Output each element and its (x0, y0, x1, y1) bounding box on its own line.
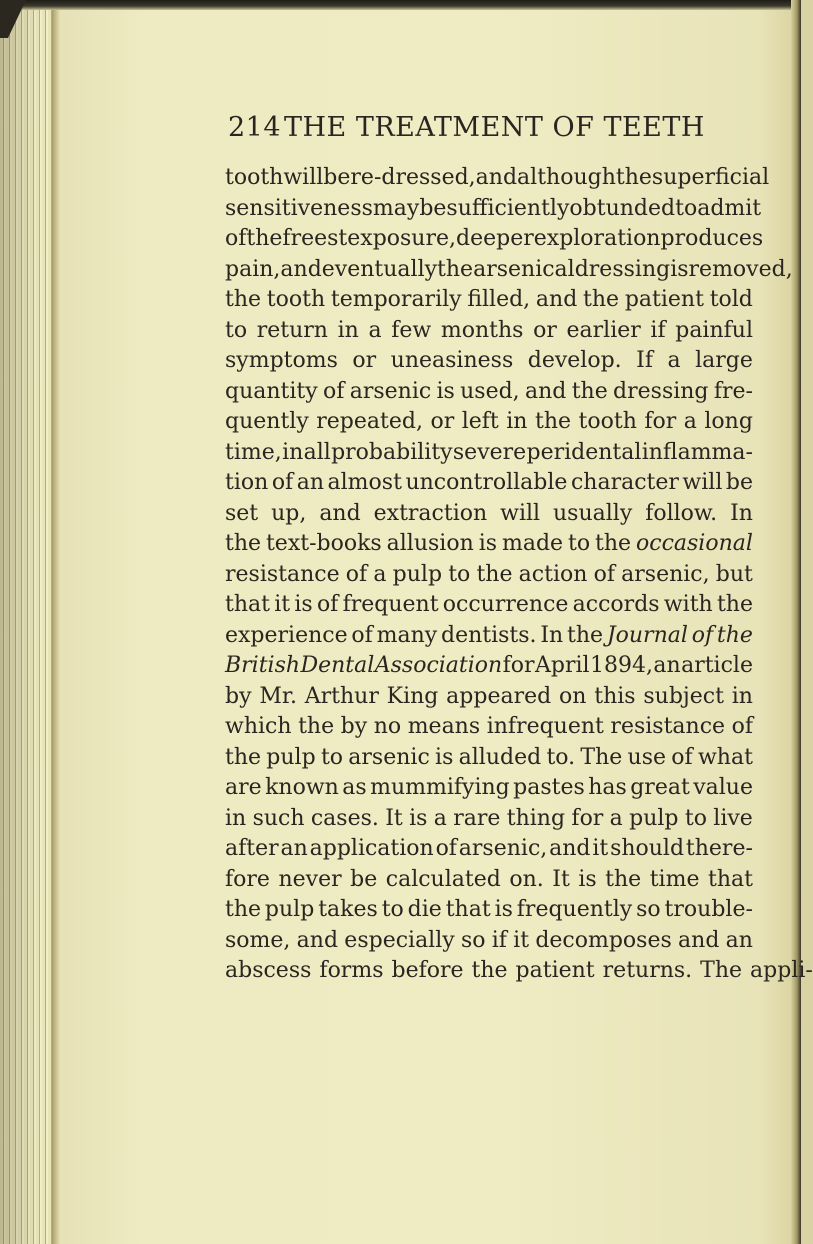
word: in (337, 317, 359, 343)
word: that (445, 897, 491, 922)
word: admit (697, 195, 762, 221)
word: dressing (613, 378, 709, 404)
word: to (568, 531, 591, 556)
word: arsenic, (621, 561, 710, 587)
word: obtunded (569, 195, 676, 221)
word: tooth (225, 165, 284, 190)
word: decomposes (535, 927, 672, 953)
word: by (225, 683, 252, 709)
word: and (525, 378, 567, 404)
word: up, (271, 500, 307, 526)
word: pain, (225, 256, 281, 282)
word: thing (506, 805, 566, 831)
word: large (695, 348, 753, 373)
word: and (549, 836, 591, 861)
word: patient (515, 958, 595, 983)
word: repeated, (316, 409, 423, 434)
word: In (730, 500, 753, 526)
text-line (225, 712, 753, 743)
word: or (352, 348, 377, 373)
word: frequently (516, 897, 633, 922)
word: are (225, 775, 262, 800)
word: has (588, 775, 627, 800)
word: painful (675, 317, 753, 343)
word: quently (225, 409, 309, 434)
word: alluded (458, 744, 542, 770)
word: used, (460, 378, 520, 404)
word: The (580, 744, 623, 770)
text-line (225, 804, 753, 835)
page-top-edge (0, 0, 801, 10)
word: occurrence (442, 592, 569, 617)
word: article (681, 653, 753, 678)
word: the (716, 622, 753, 648)
word: in (506, 409, 528, 434)
word: the (615, 165, 652, 190)
word: made (501, 531, 564, 556)
word: calculated (385, 866, 501, 892)
word: time (649, 866, 700, 892)
text-line (225, 194, 762, 225)
word: the (605, 866, 642, 892)
word: temporarily (330, 287, 462, 312)
word: appeared (446, 683, 552, 709)
word: a (373, 561, 387, 587)
word: of (593, 561, 615, 587)
word: almost (327, 470, 402, 495)
text-line (225, 529, 753, 560)
word: returns. (602, 958, 693, 983)
word: never (278, 866, 342, 892)
word: after (225, 836, 279, 861)
word: April (534, 653, 590, 678)
word: infrequent (486, 714, 604, 739)
word: to (225, 317, 248, 343)
word: exposure, (347, 226, 457, 251)
word: and (319, 500, 361, 526)
word: this (594, 683, 636, 709)
word: dentists. (440, 622, 537, 648)
word: arsenic, (458, 836, 548, 861)
word: that (707, 866, 753, 892)
word: by (340, 714, 368, 739)
word: subject (643, 683, 724, 709)
word: action (518, 561, 588, 587)
word: uncontrollable (405, 470, 568, 495)
word: left (461, 409, 499, 434)
word: told (709, 287, 753, 312)
word: is (409, 805, 428, 831)
word: it (592, 836, 609, 861)
word: on (559, 683, 587, 709)
word: of (345, 561, 368, 587)
word: no (373, 714, 402, 739)
word: text-books (265, 531, 382, 556)
word: tion (225, 470, 269, 495)
word: probability (331, 439, 453, 465)
word: should (610, 836, 685, 861)
word: exploration (533, 226, 661, 251)
word: of (271, 470, 294, 495)
word: as (342, 775, 367, 800)
word: in (731, 683, 753, 709)
word: symptoms (225, 348, 338, 373)
word: abscess (225, 958, 312, 983)
word: which (225, 714, 292, 739)
word: may (372, 195, 420, 221)
word: Journal (606, 622, 688, 648)
word: in (282, 439, 304, 465)
word: forms (319, 958, 384, 983)
word: Mr. (259, 683, 297, 709)
text-line (225, 255, 793, 286)
word: of (731, 714, 753, 739)
text-line (225, 224, 764, 255)
word: allusion (386, 531, 474, 556)
text-line (225, 834, 753, 865)
word: quantity (225, 378, 318, 404)
word: resistance (610, 714, 726, 739)
word: follow. (645, 500, 718, 526)
word: to. (546, 744, 576, 770)
word: the (583, 287, 620, 312)
text-line (225, 499, 753, 530)
word: appli- (750, 958, 813, 983)
word: re-dressed, (350, 165, 476, 190)
word: frequent (342, 592, 439, 617)
word: sufficiently (446, 195, 570, 221)
word: severe (452, 439, 527, 465)
word: trouble- (664, 897, 753, 922)
text-line (225, 895, 753, 926)
word: if (650, 317, 666, 343)
word: and (535, 287, 578, 312)
word: pastes (513, 775, 585, 800)
word: be (725, 470, 753, 495)
word: The (700, 958, 743, 983)
word: is (294, 592, 313, 617)
word: of (225, 226, 247, 251)
word: is (478, 531, 498, 556)
text-line (225, 316, 753, 347)
word: freest (282, 226, 348, 251)
word: although (517, 165, 616, 190)
word: a (667, 348, 681, 373)
body-text (225, 163, 813, 987)
word: uneasiness (390, 348, 514, 373)
word: many (376, 622, 438, 648)
word: cases. (310, 805, 379, 831)
word: months (440, 317, 524, 343)
word: arsenic (348, 744, 430, 770)
word: usually (553, 500, 633, 526)
word: such (252, 805, 305, 831)
word: King (386, 683, 439, 709)
word: sensitiveness (225, 195, 373, 221)
text-line (225, 682, 753, 713)
word: will (500, 500, 541, 526)
text-line (225, 590, 753, 621)
word: will (682, 470, 723, 495)
word: of (323, 378, 345, 404)
text-line (225, 560, 753, 591)
word: the (534, 409, 572, 434)
word: mummifying (370, 775, 510, 800)
word: if (491, 927, 507, 953)
word: so (460, 927, 486, 953)
word: It (385, 805, 403, 831)
word: to (381, 897, 404, 922)
word: character (570, 470, 679, 495)
page-stack-shadow (0, 0, 56, 1244)
word: the (437, 256, 474, 282)
text-line (225, 926, 753, 957)
word: some, (225, 927, 291, 953)
word: fre- (713, 378, 753, 404)
book-gutter (52, 0, 60, 1244)
word: an (280, 836, 308, 861)
word: takes (318, 897, 378, 922)
word: Dental (300, 653, 375, 678)
word: the (225, 897, 262, 922)
word: tooth (578, 409, 637, 434)
word: filled, (467, 287, 531, 312)
word: live (713, 805, 753, 831)
word: produces (660, 226, 764, 251)
word: and (280, 256, 322, 282)
word: and (678, 927, 720, 953)
word: application (309, 836, 434, 861)
word: earlier (566, 317, 641, 343)
word: pulp (629, 805, 679, 831)
word: will (283, 165, 324, 190)
text-line (225, 651, 753, 682)
text-line (225, 163, 770, 194)
word: in (225, 805, 247, 831)
word: to (684, 805, 707, 831)
page-right-edge (791, 0, 801, 1244)
word: Association (374, 653, 503, 678)
word: of (316, 592, 339, 617)
word: value (693, 775, 753, 800)
word: or (430, 409, 455, 434)
word: the (476, 561, 513, 587)
word: set (225, 500, 259, 526)
word: known (265, 775, 339, 800)
text-line (225, 285, 753, 316)
text-line (225, 346, 753, 377)
word: the (595, 531, 632, 556)
word: inflamma- (641, 439, 753, 465)
word: a (433, 805, 447, 831)
word: return (256, 317, 328, 343)
word: of (691, 622, 714, 648)
word: be (419, 195, 447, 221)
word: a (683, 409, 697, 434)
word: arsenic (349, 378, 432, 404)
word: pulp (392, 561, 443, 587)
text-line (225, 377, 753, 408)
word: In (540, 622, 564, 648)
word: arsenical (473, 256, 575, 282)
word: an (653, 653, 681, 678)
text-line (225, 621, 753, 652)
word: 1894, (589, 653, 653, 678)
text-line (225, 865, 753, 896)
word: to (320, 744, 344, 770)
word: the (225, 287, 262, 312)
word: great (630, 775, 690, 800)
word: British (225, 653, 301, 678)
word: the (225, 531, 262, 556)
word: a (368, 317, 382, 343)
word: resistance (225, 561, 340, 587)
word: the (471, 958, 508, 983)
word: with (663, 592, 713, 617)
word: a (609, 805, 623, 831)
text-line (225, 438, 753, 469)
word: the (567, 622, 604, 648)
word: die (407, 897, 442, 922)
word: for (502, 653, 535, 678)
text-line (225, 956, 813, 987)
running-title: THE TREATMENT OF TEETH (284, 112, 705, 143)
word: is (578, 866, 597, 892)
word: of (435, 836, 457, 861)
word: be (350, 866, 378, 892)
word: of (351, 622, 373, 648)
word: occasional (636, 531, 753, 556)
word: pulp (266, 744, 316, 770)
word: few (391, 317, 432, 343)
word: tooth (266, 287, 326, 312)
word: dressing (574, 256, 671, 282)
word: is (436, 378, 455, 404)
word: peridental (526, 439, 642, 465)
page-number: 214 (228, 112, 282, 143)
word: that (225, 592, 270, 617)
word: to (448, 561, 471, 587)
text-line (225, 468, 753, 499)
word: to (675, 195, 698, 221)
word: there- (685, 836, 753, 861)
word: what (697, 744, 753, 770)
word: the (225, 744, 262, 770)
word: long (704, 409, 753, 434)
word: so (636, 897, 661, 922)
word: and (475, 165, 518, 190)
word: before (391, 958, 464, 983)
word: It (552, 866, 570, 892)
word: is (670, 256, 689, 282)
word: the (716, 592, 753, 617)
word: an (725, 927, 753, 953)
word: accords (572, 592, 660, 617)
word: is (494, 897, 513, 922)
word: If (636, 348, 654, 373)
word: it (513, 927, 530, 953)
word: use (627, 744, 667, 770)
word: means (407, 714, 481, 739)
word: removed, (688, 256, 793, 282)
word: the (571, 378, 608, 404)
word: of (671, 744, 693, 770)
word: Arthur (304, 683, 379, 709)
word: for (644, 409, 677, 434)
word: rare (453, 805, 501, 831)
word: eventually (321, 256, 438, 282)
word: the (298, 714, 335, 739)
word: or (533, 317, 557, 343)
word: the (246, 226, 283, 251)
word: develop. (527, 348, 622, 373)
word: it (274, 592, 291, 617)
word: patient (624, 287, 704, 312)
word: is (435, 744, 454, 770)
word: experience (225, 622, 348, 648)
word: and (296, 927, 339, 953)
text-line (225, 743, 753, 774)
word: an (296, 470, 325, 495)
word: on. (509, 866, 544, 892)
word: be (323, 165, 351, 190)
word: extraction (373, 500, 488, 526)
word: all (303, 439, 331, 465)
word: especially (344, 927, 455, 953)
word: for (571, 805, 604, 831)
word: pulp (264, 897, 315, 922)
word: fore (225, 866, 270, 892)
word: time, (225, 439, 282, 465)
word: but (715, 561, 753, 587)
text-line (225, 773, 753, 804)
corner-fold-icon (0, 0, 26, 38)
word: superficial (651, 165, 770, 190)
word: deeper (456, 226, 534, 251)
text-line (225, 407, 753, 438)
